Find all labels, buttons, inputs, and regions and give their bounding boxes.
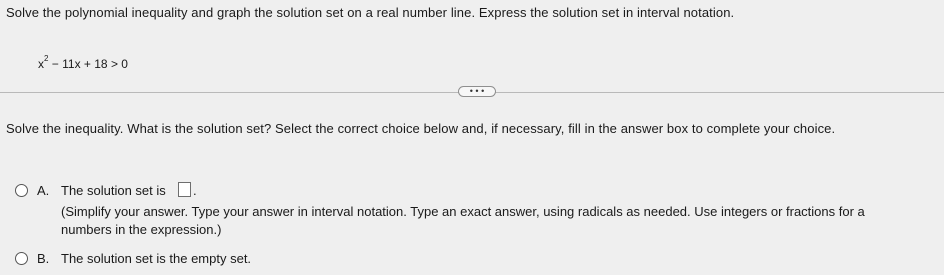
choice-a-period: . — [193, 183, 197, 198]
inequality-expression — [38, 56, 128, 71]
choice-a-text: The solution set is — [61, 183, 166, 198]
instruction-text: Solve the polynomial inequality and graph the solution set on a real number line. Express the solution set in interval notation. — [6, 5, 735, 20]
question-text: Solve the inequality. What is the solution set? Select the correct choice below and, if necessary, fill in the answer box to complete your choice. — [6, 121, 836, 136]
exponent: 2 — [44, 54, 49, 63]
choice-a-hint-line2: numbers in the expression.) — [61, 222, 222, 237]
choice-b-text: The solution set is the empty set. — [61, 251, 252, 266]
expression-rest: − 11x + 18 > 0 — [48, 57, 128, 71]
choice-b-radio[interactable] — [15, 252, 28, 265]
choice-b[interactable] — [15, 250, 415, 268]
choice-a[interactable] — [15, 182, 935, 242]
choice-a-letter: A. — [37, 183, 50, 198]
choice-a-hint-line1: (Simplify your answer. Type your answer in interval notation. Type an exact answer, using radicals as needed. Use integers or fractions for a — [61, 204, 865, 219]
choice-a-radio[interactable] — [15, 184, 28, 197]
expand-button[interactable]: • • • — [458, 86, 496, 97]
choice-b-letter: B. — [37, 251, 50, 266]
variable: x — [38, 57, 44, 71]
answer-input-box[interactable] — [178, 182, 191, 197]
